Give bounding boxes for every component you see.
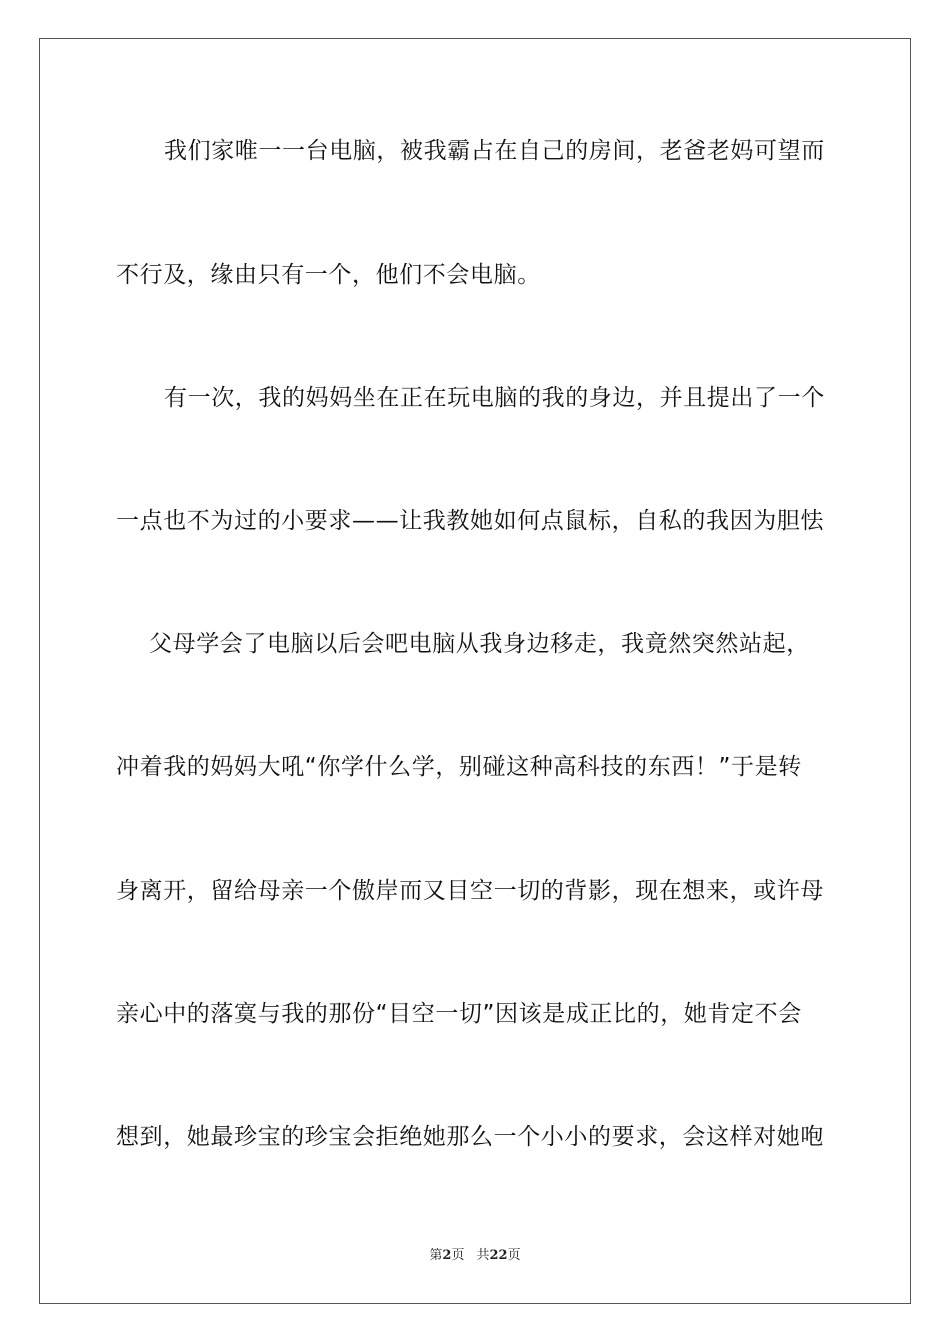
paragraph-line-2: 不行及，缘由只有一个，他们不会电脑。 (116, 262, 541, 288)
page-number: 2 (442, 1248, 452, 1263)
paragraph-line-4: 一点也不为过的小要求——让我教她如何点鼠标，自私的我因为胆怯 (116, 508, 824, 534)
page-label-prefix: 第 (429, 1248, 443, 1263)
page-border (39, 38, 911, 1304)
page-label-suffix: 页 (451, 1248, 465, 1263)
total-pages: 22 (489, 1248, 508, 1263)
total-label-prefix: 共 (476, 1248, 490, 1263)
total-label-suffix: 页 (507, 1248, 521, 1263)
page-footer (0, 1247, 950, 1265)
paragraph-line-5: 父母学会了电脑以后会吧电脑从我身边移走，我竟然突然站起， (149, 631, 810, 657)
paragraph-line-9: 想到，她最珍宝的珍宝会拒绝她那么一个小小的要求，会这样对她咆 (116, 1124, 824, 1150)
paragraph-line-7: 身离开，留给母亲一个傲岸而又目空一切的背影，现在想来，或许母 (116, 878, 824, 904)
paragraph-line-3: 有一次，我的妈妈坐在正在玩电脑的我的身边，并且提出了一个 (164, 385, 825, 411)
paragraph-line-6: 冲着我的妈妈大吼“你学什么学，别碰这种高科技的东西！”于是转 (116, 754, 802, 780)
paragraph-line-1: 我们家唯一一台电脑，被我霸占在自己的房间，老爸老妈可望而 (164, 138, 825, 164)
paragraph-line-8: 亲心中的落寞与我的那份“目空一切”因该是成正比的，她肯定不会 (116, 1001, 802, 1027)
